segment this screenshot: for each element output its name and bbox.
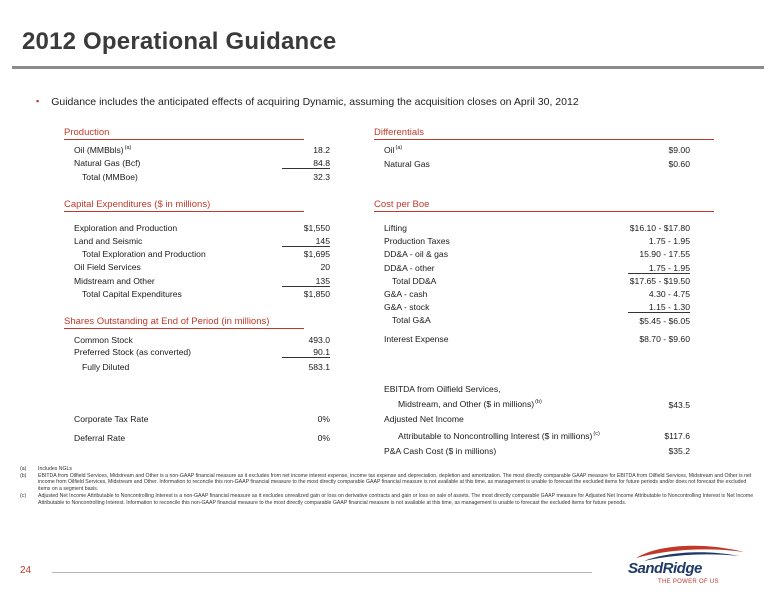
cost-row-label: Production Taxes [384,236,450,246]
interest-expense-value: $8.70 - $9.60 [639,334,690,344]
logo-wordmark: SandRidge [628,560,702,577]
adjusted-net-income-label-cont: Attributable to Noncontrolling Interest ($ in millions)$^{(c)}$ [398,431,600,441]
sandridge-logo [614,542,759,592]
cost-row-label: G&A - stock [384,302,430,312]
pa-cash-cost-label: P&A Cash Cost ($ in millions) [384,446,497,456]
ebitda-value: $43.5 [668,400,690,410]
differentials-header: Differentials [374,127,714,140]
shares-row-value: 493.0 [308,335,330,345]
bullet-text: Guidance includes the anticipated effects of acquiring Dynamic, assuming the acquisition closes on April 30, 2012 [51,96,579,108]
production-row-label: Natural Gas (Bcf) [74,158,141,168]
differentials-row-label: Natural Gas [384,159,430,169]
capex-row-label: Exploration and Production [74,223,178,233]
footnote: (a) Includes NGLs [20,466,73,472]
tax-rate-value: 0% [317,414,330,424]
capex-subtotal-label: Total Exploration and Production [82,249,206,259]
logo-tagline: THE POWER OF US [658,579,719,585]
pa-cash-cost-value: $35.2 [668,446,690,456]
capex-row-label: Land and Seismic [74,236,143,246]
production-total-label: Total (MMBoe) [82,172,138,182]
title-divider [12,66,764,69]
capex-row-label: Midstream and Other [74,276,155,286]
capex-header: Capital Expenditures ($ in millions) [64,199,304,212]
cost-subtotal-value: $5.45 - $6.05 [639,316,690,326]
footnote: (b) EBITDA from Oilfield Services, Midstream and Other is a non-GAAP financial measure as it excludes from net income interest expense, income tax expense and depreciation, depletion and amortization. The most directly comparable GAAP measure for EBITDA from Oilfield Services, Midstream and Other is net income from Oilfield Services, Midstream and Other. Information to reconcile this non-GAAP financial measure to the most directly comparable GAAP financial measure is not available at this time, as management is unable to forecast the excluded items for future periods and/or does not forecast the excluded items on a segment basis. [20,472,752,493]
cost-row-value: 15.90 - 17.55 [639,249,690,259]
shares-row-value: 90.1 [282,347,330,358]
bullet-icon: ▪ [36,96,40,106]
cost-subtotal-value: $17.65 - $19.50 [629,276,690,286]
ebitda-label-cont: Midstream, and Other ($ in millions)$^{(b)}$ [398,399,542,409]
cost-row-label: DD&A - other [384,263,435,273]
differentials-row-label: Oil$^{(a)}$ [384,145,403,155]
production-header: Production [64,127,304,140]
capex-row-label: Oil Field Services [74,262,141,272]
production-row-value: 84.8 [282,158,330,169]
cost-row-label: DD&A - oil & gas [384,249,448,259]
cost-row-label: Lifting [384,223,407,233]
shares-total-value: 583.1 [308,362,330,372]
shares-row-label: Common Stock [74,335,133,345]
production-row-value: 18.2 [313,145,330,155]
cost-subtotal-label: Total DD&A [392,276,437,286]
cost-per-boe-header: Cost per Boe [374,199,714,212]
shares-total-label: Fully Diluted [82,362,130,372]
guidance-bullet [36,96,579,108]
deferral-rate-value: 0% [317,433,330,443]
shares-row-label: Preferred Stock (as converted) [74,347,192,357]
capex-total-label: Total Capital Expenditures [82,289,182,299]
cost-row-value: 1.75 - 1.95 [648,236,690,246]
differentials-row-value: $9.00 [668,145,690,155]
capex-row-value: 135 [282,276,330,287]
differentials-row-value: $0.60 [668,159,690,169]
shares-header: Shares Outstanding at End of Period (in millions) [64,316,304,329]
deferral-rate-label: Deferral Rate [74,433,126,443]
cost-row-value: $16.10 - $17.80 [629,223,690,233]
page-title: 2012 Operational Guidance [22,28,337,55]
cost-row-value: 4.30 - 4.75 [648,289,690,299]
cost-subtotal-label: Total G&A [392,315,431,325]
adjusted-net-income-value: $117.6 [664,431,690,441]
capex-subtotal-value: $1,695 [303,249,330,259]
capex-row-value: 145 [282,236,330,247]
adjusted-net-income-label: Adjusted Net Income [384,414,464,424]
cost-row-value: 1.75 - 1.95 [628,263,690,274]
interest-expense-label: Interest Expense [384,334,449,344]
page-number: 24 [20,565,32,576]
capex-row-value: $1,550 [303,223,330,233]
production-row-label: Oil (MMBbls)$^{(a)}$ [74,145,132,155]
footnotes [20,466,755,506]
cost-row-label: G&A - cash [384,289,428,299]
ebitda-label: EBITDA from Oilfield Services, [384,384,501,394]
capex-row-value: 20 [320,262,330,272]
capex-total-value: $1,850 [303,289,330,299]
footer-divider [52,572,592,573]
cost-row-value: 1.15 - 1.30 [628,302,690,313]
production-total-value: 32.3 [313,172,330,182]
footnote: (c) Adjusted Net Income Attributable to Noncontrolling Interest is a non-GAAP financial measure as it excludes unrealized gain or loss on derivative contracts and gain or loss on sale of assets. The most directly comparable GAAP measure for Adjusted Net Income Attributable to Noncontrolling Interest is Net Income Attributable to Noncontrolling Interest. Information to reconcile this non-GAAP financial measure to the most directly comparable GAAP financial measure is not available at this time, as management is unable to forecast the excluded items for future periods. [20,492,754,506]
tax-rate-label: Corporate Tax Rate [74,414,149,424]
